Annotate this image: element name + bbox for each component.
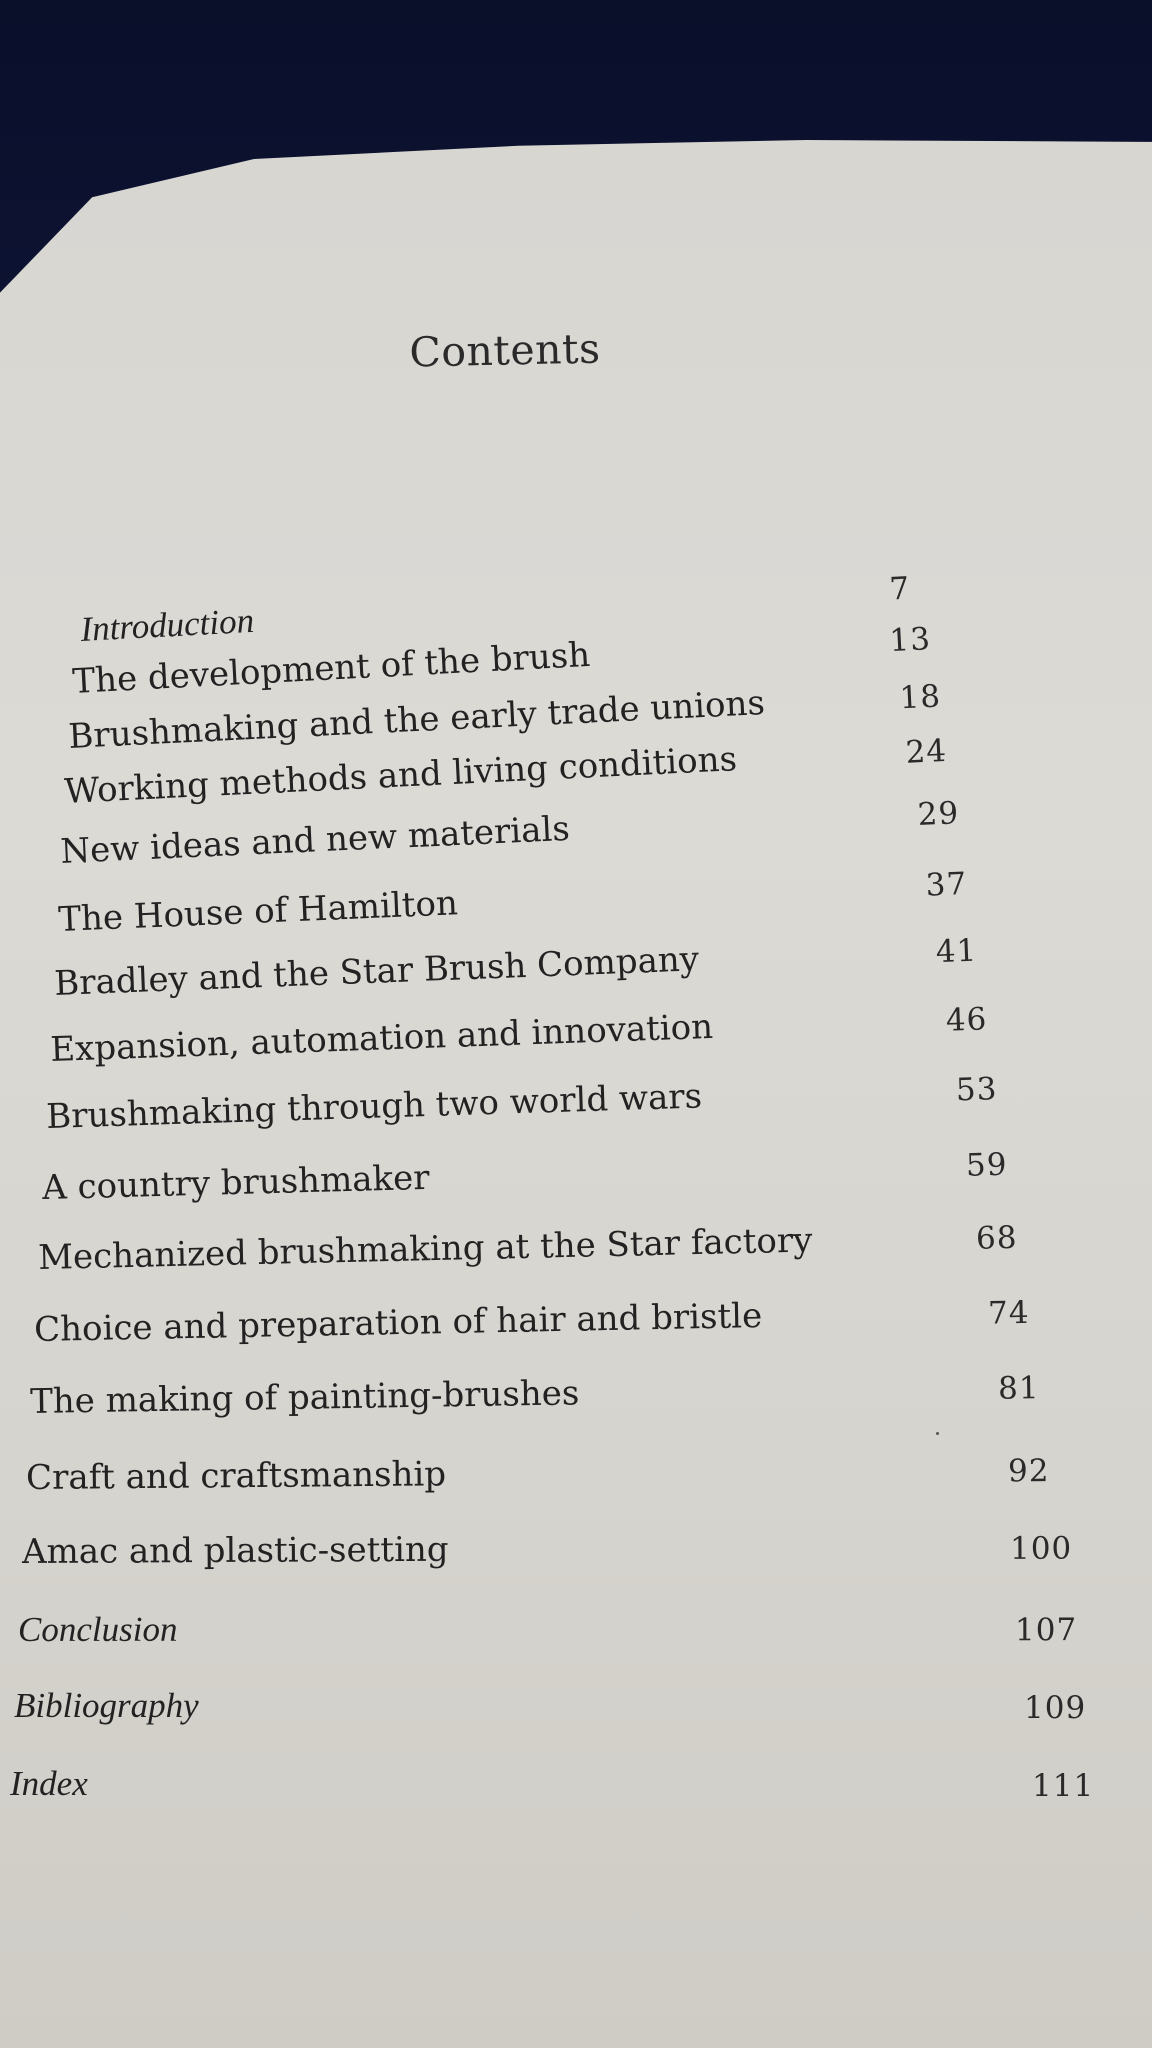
toc-entry-page: 68 xyxy=(975,1219,1018,1257)
toc-entry xyxy=(26,1429,1106,1498)
toc-entry-page: 13 xyxy=(888,621,932,660)
toc-entry-page: 59 xyxy=(965,1146,1008,1184)
toc-entry-title: Choice and preparation of hair and bristle xyxy=(33,1296,763,1350)
toc-entry-title: Expansion, automation and innovation xyxy=(49,1006,714,1070)
toc-entry-page: 109 xyxy=(1024,1690,1087,1726)
toc-entry-title: Brushmaking and the early trade unions xyxy=(67,682,766,757)
contents-heading: Contents xyxy=(408,324,602,377)
toc-entry-title: New ideas and new materials xyxy=(59,808,571,872)
toc-entry xyxy=(14,1666,1094,1726)
toc-entry-title: Craft and craftsmanship xyxy=(25,1454,447,1498)
toc-entry xyxy=(37,1194,1118,1278)
toc-entry-page: 7 xyxy=(888,570,912,608)
toc-entry-title: Mechanized brushmaking at the Star factory xyxy=(37,1220,813,1278)
toc-entry-page: 24 xyxy=(904,732,948,771)
toc-entry-title: Working methods and living conditions xyxy=(63,739,738,812)
toc-entry-page: 29 xyxy=(916,795,960,834)
toc-entry-page: 46 xyxy=(945,1001,988,1039)
toc-entry-page: 18 xyxy=(898,678,942,717)
toc-entry-page: 81 xyxy=(997,1370,1040,1407)
toc-entry-page: 100 xyxy=(1009,1530,1073,1567)
toc-entry-page: 111 xyxy=(1032,1768,1095,1804)
toc-entry xyxy=(18,1588,1098,1650)
toc-entry-title: The making of painting-brushes xyxy=(29,1373,580,1422)
toc-entry-title: The development of the brush xyxy=(71,634,592,702)
toc-entry-page: 107 xyxy=(1014,1612,1078,1649)
toc-entry-page: 37 xyxy=(924,865,968,904)
toc-entry-page: 41 xyxy=(935,932,978,971)
toc-entry xyxy=(30,1345,1111,1422)
toc-entry-page: 53 xyxy=(955,1071,998,1109)
toc-entry xyxy=(41,1120,1122,1208)
toc-entry-title: Brushmaking through two world wars xyxy=(45,1076,703,1137)
toc-entry-page: 74 xyxy=(987,1294,1030,1332)
toc-entry-page: 92 xyxy=(1007,1453,1050,1490)
toc-entry-title: Index xyxy=(10,1764,88,1803)
toc-entry-title: Bradley and the Star Brush Company xyxy=(53,939,700,1004)
toc-entry-title: Introduction xyxy=(79,600,255,649)
toc-entry-title: Conclusion xyxy=(17,1609,178,1649)
toc-entry-title: Amac and plastic-setting xyxy=(21,1529,449,1572)
toc-entry-title: A country brushmaker xyxy=(41,1157,431,1208)
toc-entry-title: Bibliography xyxy=(14,1686,199,1725)
toc-entry xyxy=(22,1506,1102,1572)
paper-speck xyxy=(936,1432,939,1435)
toc-entry xyxy=(33,1269,1114,1350)
toc-entry xyxy=(10,1744,1095,1804)
toc-entry-title: The House of Hamilton xyxy=(57,883,459,940)
